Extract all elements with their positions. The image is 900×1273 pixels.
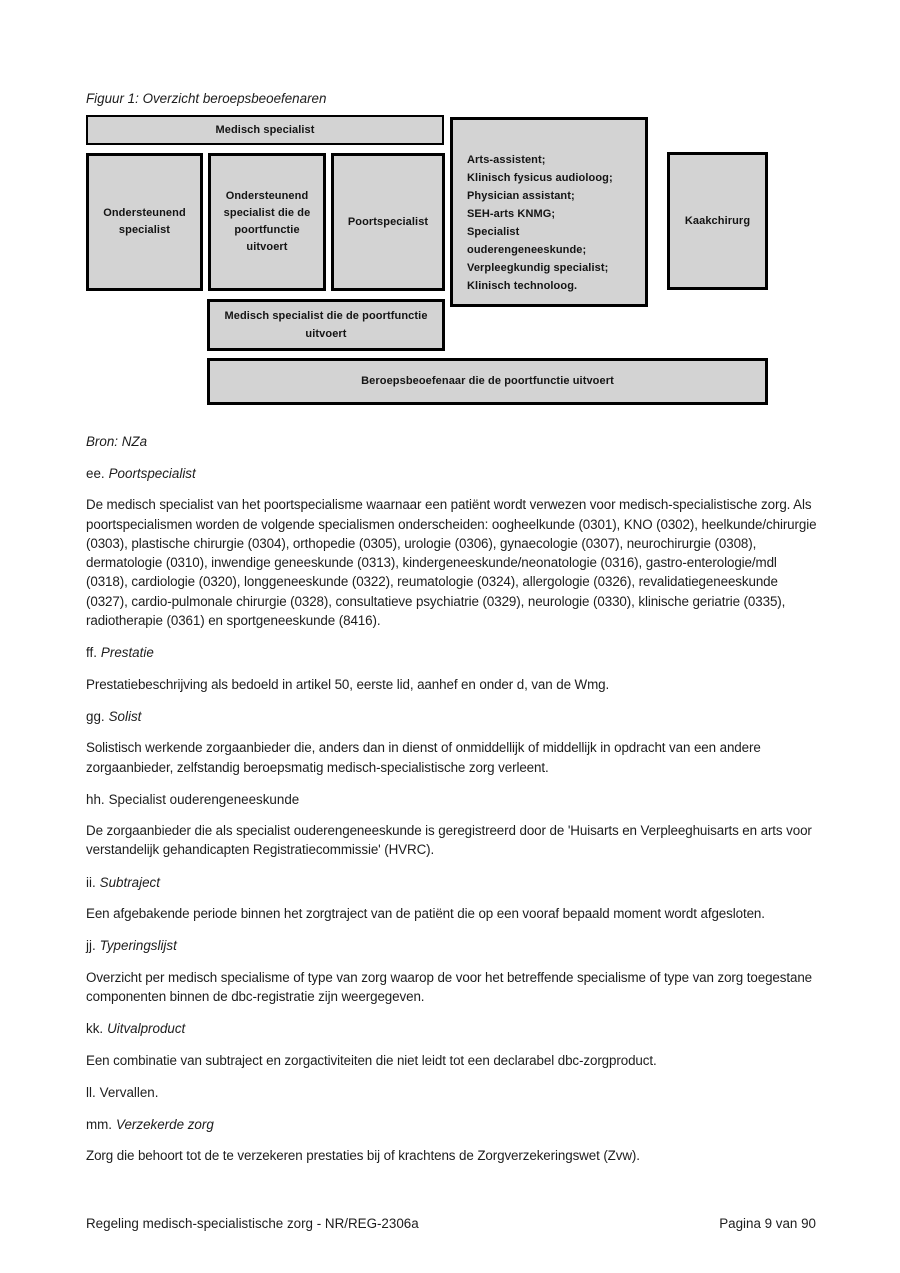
box-label: Poortspecialist — [347, 215, 429, 228]
definition-term: Prestatie — [100, 645, 154, 661]
definition-term: Specialist ouderengeneeskunde — [108, 791, 300, 807]
definition-body-ii: Een afgebakende periode binnen het zorgtraject van de patiënt die op een vooraf bepaald moment wordt afgesloten. — [86, 906, 765, 922]
definition-body-gg: Solistisch werkende zorgaanbieder die, anders dan in dienst of onmiddellijk of middellijk in opdracht van een andere zorgaanbieder, zelfstandig beroepsmatig medisch-specialistische zorg verleent. — [86, 740, 761, 775]
definition-term: Subtraject — [99, 874, 160, 890]
figure-diagram — [86, 115, 770, 407]
definition-heading-ii — [86, 873, 818, 892]
definition-body-ff: Prestatiebeschrijving als bedoeld in artikel 50, eerste lid, aanhef en onder d, van de Wmg. — [86, 676, 610, 692]
list-item: SEH-arts KNMG; — [467, 208, 556, 220]
list-item: Arts-assistent; — [467, 154, 546, 166]
page-content — [86, 89, 818, 1166]
box-label: Ondersteunend specialist die de poortfunctie uitvoert — [223, 190, 311, 253]
box-kaakchirurg — [667, 152, 768, 290]
definition-term: Vervallen. — [99, 1084, 159, 1100]
definition-label: kk. — [86, 1021, 104, 1037]
definition-body-mm: Zorg die behoort tot de te verzekeren prestaties bij of krachtens de Zorgverzekeringswet (Zvw). — [86, 1148, 640, 1164]
list-item: Klinisch fysicus audioloog; — [467, 172, 613, 184]
definition-heading-ee — [86, 464, 818, 483]
definition-body-kk: Een combinatie van subtraject en zorgactiviteiten die niet leidt tot een declarabel dbc-zorgproduct. — [86, 1052, 657, 1068]
box-label: Kaakchirurg — [684, 214, 751, 227]
box-label: Medisch specialist die de poortfunctie uitvoert — [224, 310, 428, 340]
definition-heading-kk — [86, 1019, 818, 1038]
definition-label: ff. — [86, 645, 97, 661]
definition-heading-hh — [86, 790, 818, 809]
definition-label: mm. — [86, 1117, 113, 1133]
box-ondersteunend-specialist — [86, 153, 203, 291]
box-ondersteunend-specialist-poortfunctie — [208, 153, 326, 291]
box-medisch-specialist — [86, 115, 444, 145]
definition-heading-jj — [86, 936, 818, 955]
definition-label: ii. — [86, 874, 96, 890]
definition-label: jj. — [86, 938, 96, 954]
box-overige-beroepsbeoefenaren — [450, 117, 648, 307]
footer-page-number: Pagina 9 van 90 — [719, 1216, 816, 1231]
definition-label: ee. — [86, 466, 105, 481]
definition-term: Uitvalproduct — [107, 1021, 186, 1037]
definition-body-jj: Overzicht per medisch specialisme of type van zorg waarop de voor het betreffende specialisme of type van zorg toegestane componenten binnen de dbc-registratie zijn weergegeven. — [86, 969, 813, 1004]
footer-document-title: Regeling medisch-specialistische zorg - NR/REG-2306a — [86, 1216, 419, 1231]
figure-caption: Figuur 1: Overzicht beroepsbeoefenaren — [86, 91, 327, 106]
box-poortspecialist — [331, 153, 445, 291]
definition-body-ee: De medisch specialist van het poortspecialisme waarnaar een patiënt wordt verwezen voor medisch-specialistische zorg. Als poortspecialismen worden de volgende specialismen onderscheiden: oogheelkunde (0301), KNO (0302), heelkunde/chirurgie (0303), plastische chirurgie (0304), orthopedie (0305), urologie (0306), gynaecologie (0307), neurochirurgie (0308), dermatologie (0310), inwendige geneeskunde (0313), kindergeneeskunde/neonatologie (0316), gastro-enterologie/mdl (0318), cardiologie (0320), longgeneeskunde (0322), reumatologie (0324), allergologie (0326), revalidatiegeneeskunde (0327), cardio-pulmonale chirurgie (0328), consultatieve psychiatrie (0329), neurologie (0330), klinische geriatrie (0335), radiotherapie (0361) en sportgeneeskunde (8416). — [86, 497, 817, 629]
list-item: Physician assistant; — [467, 190, 575, 202]
definition-label: hh. — [86, 791, 105, 807]
definition-label: ll. — [86, 1084, 96, 1100]
definition-label: gg. — [86, 708, 105, 724]
definition-heading-ff — [86, 643, 818, 662]
definition-term: Typeringslijst — [99, 938, 177, 954]
definition-term: Poortspecialist — [108, 466, 196, 481]
definition-body-hh: De zorgaanbieder die als specialist ouderengeneeskunde is geregistreerd door de 'Huisarts en Verpleeghuisarts en arts voor verstandelijk gehandicapten Registratiecommissie' (HVRC). — [86, 823, 812, 858]
list-item: Specialist ouderengeneeskunde; — [467, 226, 587, 256]
definition-term: Solist — [108, 708, 142, 724]
box-beroepsbeoefenaar-poortfunctie — [207, 358, 768, 405]
box-label: Medisch specialist — [215, 123, 315, 136]
definition-term: Verzekerde zorg — [116, 1117, 214, 1133]
definition-heading-ll — [86, 1083, 818, 1102]
figure-source: Bron: NZa — [86, 434, 148, 449]
box-medisch-specialist-poortfunctie — [207, 299, 445, 351]
box-label: Ondersteunend specialist — [103, 207, 186, 236]
definition-heading-gg — [86, 707, 818, 726]
box-label: Beroepsbeoefenaar die de poortfunctie uitvoert — [361, 375, 614, 387]
definition-heading-mm — [86, 1115, 818, 1134]
list-item: Klinisch technoloog. — [467, 280, 578, 292]
page-footer — [86, 1214, 816, 1233]
list-item: Verpleegkundig specialist; — [467, 262, 609, 274]
